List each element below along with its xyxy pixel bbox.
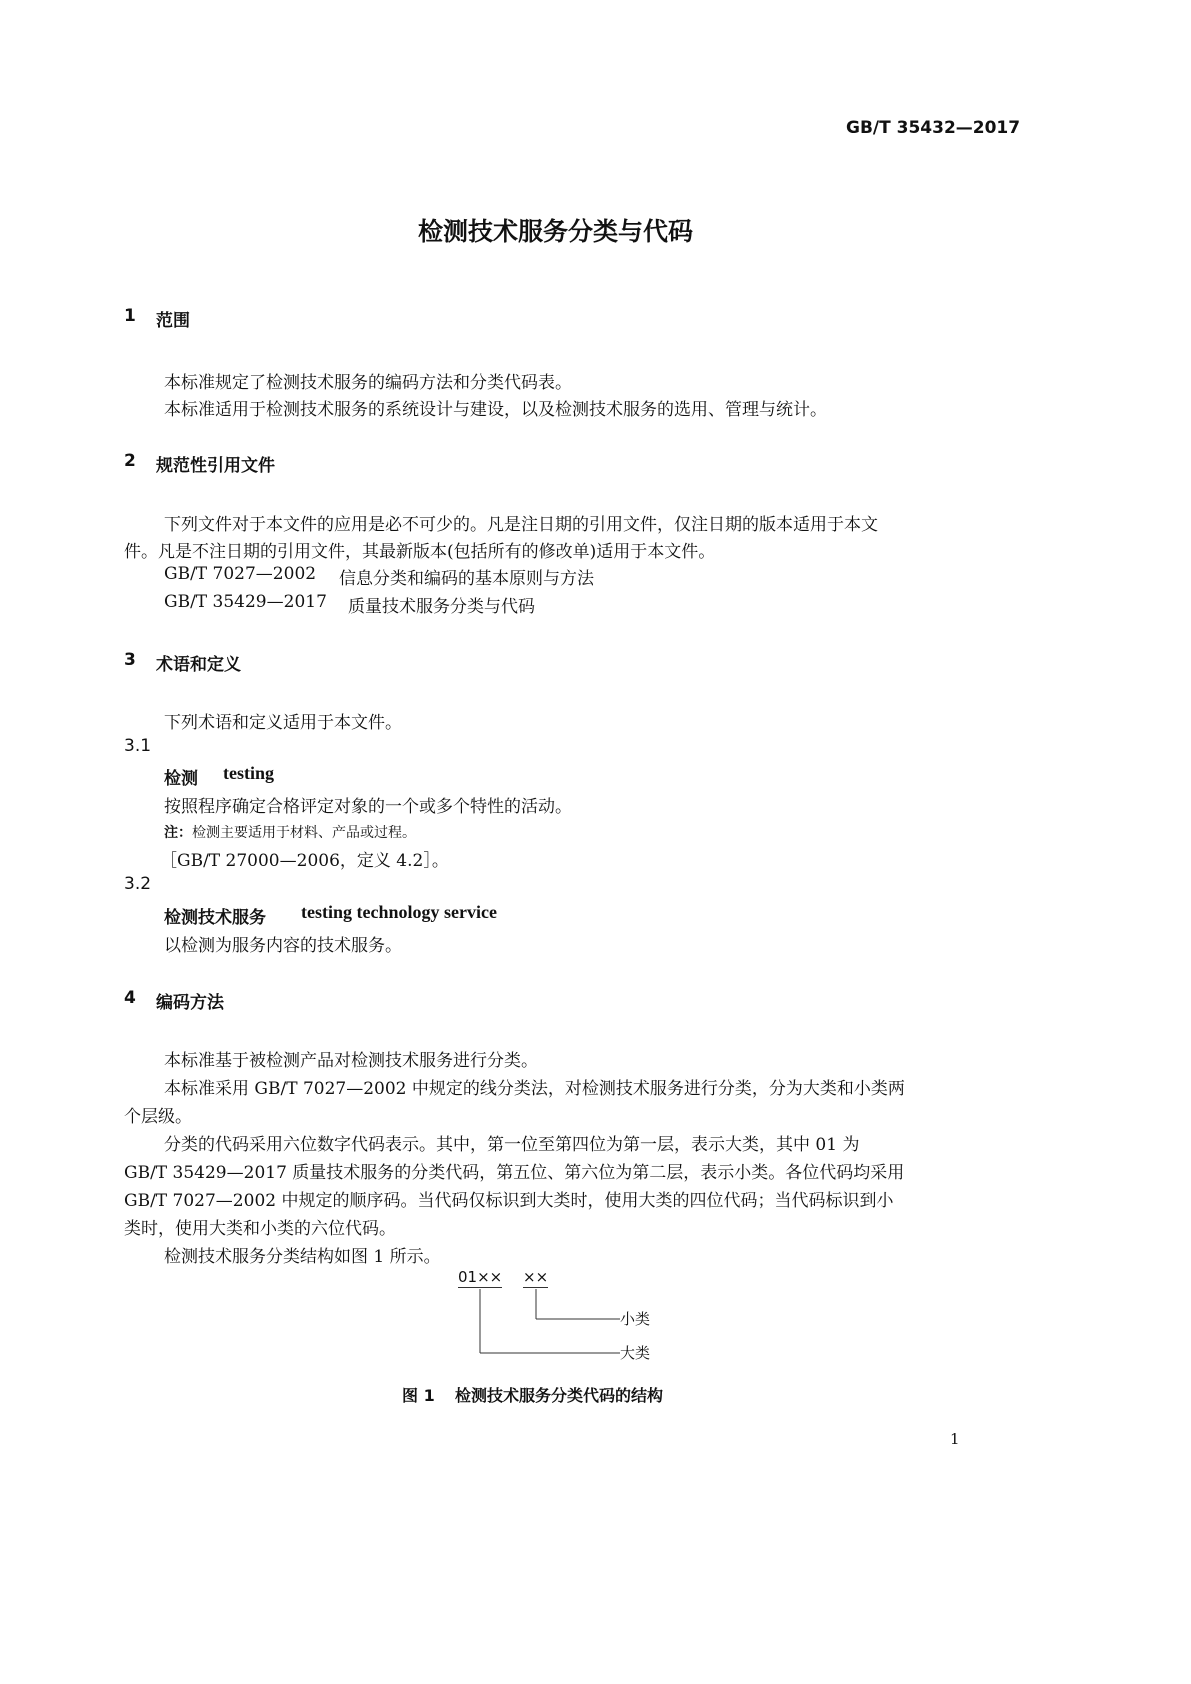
reference-1-code: GB/T 7027—2002 (164, 564, 317, 584)
minor-code-label: ×× (523, 1268, 549, 1286)
term-3-1-note (164, 822, 416, 842)
section-1-para-2: 本标准适用于检测技术服务的系统设计与建设，以及检测技术服务的选用、管理与统计。 (164, 400, 827, 420)
note-text: 检测主要适用于材料、产品或过程。 (192, 825, 416, 841)
term-3-1-chinese: 检测 (164, 769, 198, 789)
section-1-heading: 范围 (156, 311, 190, 331)
section-4-para-4: 检测技术服务分类结构如图 1 所示。 (164, 1247, 441, 1267)
section-2-number: 2 (124, 451, 136, 471)
standard-number: GB/T 35432—2017 (846, 118, 1021, 138)
section-4-para-3-line-1: 分类的代码采用六位数字代码表示。其中，第一位至第四位为第一层，表示大类，其中 01 为 (164, 1135, 860, 1155)
section-4-para-2-line-2: 个层级。 (124, 1107, 192, 1127)
reference-2-code: GB/T 35429—2017 (164, 592, 327, 612)
page-number: 1 (950, 1430, 960, 1448)
reference-2-title: 质量技术服务分类与代码 (348, 597, 535, 617)
section-1-number: 1 (124, 306, 136, 326)
term-3-1-source: ［GB/T 27000—2006，定义 4.2］。 (160, 851, 449, 871)
section-3-number: 3 (124, 650, 136, 670)
term-3-1-number: 3.1 (124, 736, 152, 756)
section-1-para-1: 本标准规定了检测技术服务的编码方法和分类代码表。 (164, 373, 572, 393)
section-3-intro: 下列术语和定义适用于本文件。 (164, 713, 402, 733)
term-3-2-number: 3.2 (124, 874, 152, 894)
term-3-2-english: testing technology service (301, 902, 497, 922)
major-class-label: 大类 (620, 1344, 651, 1362)
figure-caption-number: 图 1 (402, 1386, 435, 1405)
section-3-heading: 术语和定义 (156, 655, 241, 675)
section-4-number: 4 (124, 988, 136, 1008)
section-4-para-3-line-2: GB/T 35429—2017 质量技术服务的分类代码，第五位、第六位为第二层，表示小类。各位代码均采用 (124, 1163, 905, 1183)
reference-1-title: 信息分类和编码的基本原则与方法 (339, 569, 594, 589)
term-3-1-english: testing (223, 763, 274, 783)
section-4-heading: 编码方法 (156, 993, 224, 1013)
section-4-para-2-line-1: 本标准采用 GB/T 7027—2002 中规定的线分类法，对检测技术服务进行分类，分为大类和小类两 (164, 1079, 905, 1099)
section-4-para-1: 本标准基于被检测产品对检测技术服务进行分类。 (164, 1051, 538, 1071)
term-3-2-chinese: 检测技术服务 (164, 908, 266, 928)
section-4-para-3-line-4: 类时，使用大类和小类的六位代码。 (124, 1219, 396, 1239)
term-3-1-definition: 按照程序确定合格评定对象的一个或多个特性的活动。 (164, 797, 572, 817)
figure-caption: 检测技术服务分类代码的结构 (455, 1386, 664, 1405)
minor-class-label: 小类 (620, 1310, 651, 1328)
section-2-heading: 规范性引用文件 (156, 456, 275, 476)
note-label: 注： (164, 825, 192, 841)
section-2-para-line-1: 下列文件对于本文件的应用是必不可少的。凡是注日期的引用文件，仅注日期的版本适用于本文 (164, 515, 878, 535)
section-2-para-line-2: 件。凡是不注日期的引用文件，其最新版本(包括所有的修改单)适用于本文件。 (124, 542, 716, 562)
section-4-para-3-line-3: GB/T 7027—2002 中规定的顺序码。当代码仅标识到大类时，使用大类的四位代码；当代码标识到小 (124, 1191, 894, 1211)
term-3-2-definition: 以检测为服务内容的技术服务。 (164, 936, 402, 956)
document-title: 检测技术服务分类与代码 (417, 217, 693, 246)
major-code-label: 01×× (458, 1268, 503, 1286)
connector-lines (450, 1285, 630, 1365)
